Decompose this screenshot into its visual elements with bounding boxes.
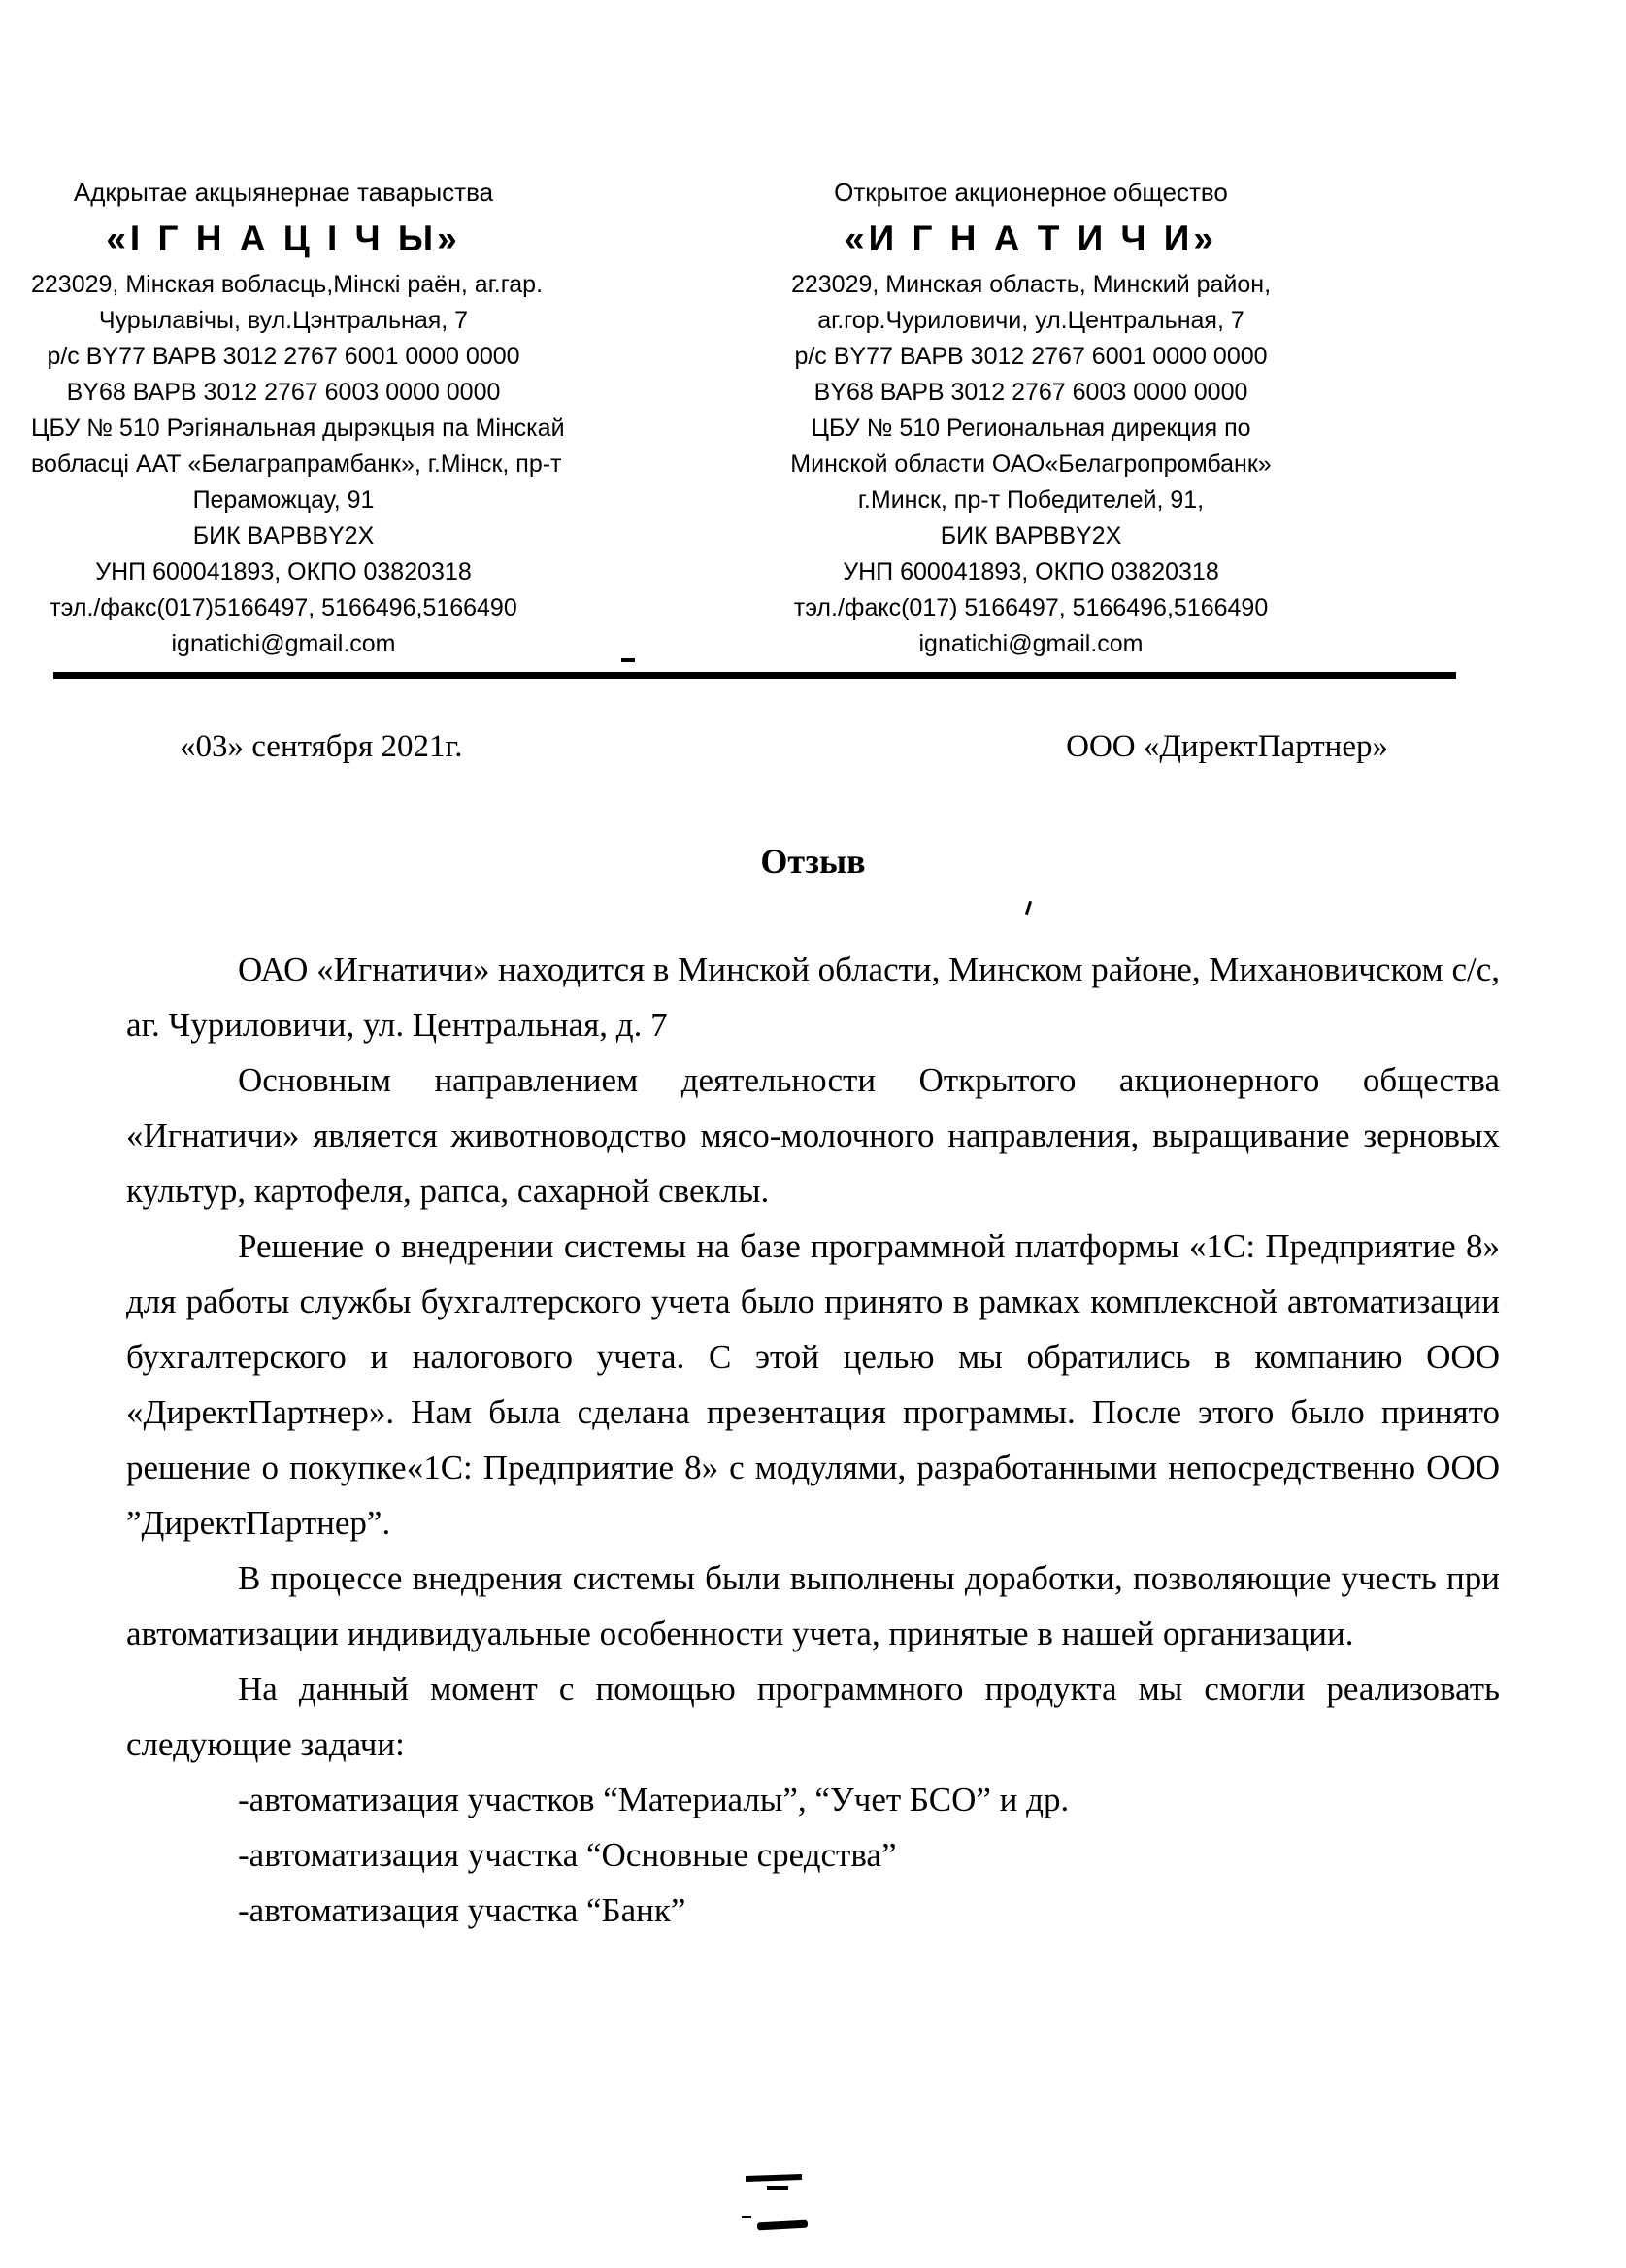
address-line: аг.гор.Чуриловичи, ул.Центральная, 7 [817, 307, 1244, 334]
letterhead-russian-column [730, 175, 1332, 662]
paragraph-location: ОАО «Игнатичи» находится в Минской области, Минском районе, Михановичском с/с, аг. Чуриловичи, ул. Центральная, д. 7 [126, 951, 1500, 1044]
list-item: -автоматизация участка “Основные средства” [238, 1836, 897, 1874]
bank-account-line: BY68 ВАРВ 3012 2767 6003 0000 0000 [813, 379, 1248, 406]
recipient-name: ООО «ДиректПартнер» [1066, 729, 1388, 764]
org-type-label: Адкрытае акцыянернае таварыства [73, 178, 494, 207]
letterhead-divider-rule [53, 672, 1456, 679]
org-type-label: Открытое акционерное общество [834, 178, 1228, 207]
bank-branch-line: ЦБУ № 510 Рэгіянальная дырэкцыя па Мінскай [31, 415, 565, 442]
date-recipient-row [180, 729, 1388, 765]
scan-artifact [746, 2174, 802, 2182]
scan-artifact [742, 2216, 751, 2218]
bank-branch-line: Пераможцау, 91 [192, 486, 375, 514]
document-date: «03» сентября 2021г. [180, 729, 463, 764]
list-item: -автоматизация участков “Материалы”, “Учет БСО” и др. [238, 1781, 1070, 1818]
bank-branch-line: Минской области ОАО«Белагропромбанк» [790, 450, 1272, 478]
phone-line: тэл./факс(017) 5166497, 5166496,5166490 [793, 594, 1269, 621]
task-list [126, 1772, 1500, 1938]
address-line: 223029, Минская область, Минский район, [790, 271, 1272, 298]
scan-artifact [767, 2186, 788, 2190]
phone-line: тэл./факс(017)5166497, 5166496,5166490 [50, 594, 517, 621]
bank-account-line: р/с BY77 ВАРВ 3012 2767 6001 0000 0000 [47, 343, 520, 370]
org-name: «І Г Н А Ц І Ч Ы» [106, 218, 461, 258]
bank-account-line: BY68 ВАРВ 3012 2767 6003 0000 0000 [66, 379, 501, 406]
bank-account-line: р/с BY77 ВАРВ 3012 2767 6001 0000 0000 [794, 343, 1268, 370]
paragraph-implementation: В процессе внедрения системы были выполнены доработки, позволяющие учесть при автоматизации индивидуальные особенности учета, принятые в нашей организации. [126, 1559, 1500, 1652]
unp-okpo-line: УНП 600041893, ОКПО 03820318 [843, 558, 1219, 585]
scan-artifact [1025, 901, 1032, 915]
scan-artifact [621, 658, 635, 662]
bank-branch-line: вобласці ААТ «Белаграпрамбанк», г.Мінск, пр-т [31, 450, 562, 478]
letterhead [0, 0, 1626, 662]
paragraph-decision: Решение о внедрении системы на базе программной платформы «1С: Предприятие 8» для работы службы бухгалтерского учета было принято в рамках комплексной автоматизации бухгалтерского и налогового учета. С этой целью мы обратились в компанию ООО «ДиректПартнер». Нам была сделана презентация программы. После этого было принято решение о покупке«1С: Предприятие 8» с модулями, разработанными непосредственно ООО ”ДиректПартнер”. [126, 1227, 1500, 1542]
bik-line: БИК BAPBBY2X [940, 522, 1122, 550]
letterhead-belarusian-column [31, 175, 565, 662]
unp-okpo-line: УНП 600041893, ОКПО 03820318 [95, 558, 472, 585]
list-item: -автоматизация участка “Банк” [238, 1891, 686, 1929]
address-line: Чурылавічы, вул.Цэнтральная, 7 [98, 307, 469, 334]
bank-branch-line: г.Минск, пр-т Победителей, 91, [857, 486, 1205, 514]
paragraph-activity: Основным направлением деятельности Открытого акционерного общества «Игнатичи» является животноводство мясо-молочного направления, выращивание зерновых культур, картофеля, рапса, сахарной свеклы. [126, 1061, 1500, 1210]
address-line: 223029, Мінская вобласць,Мінскі раён, аг.гар. [31, 271, 544, 298]
email-line: ignatichi@gmail.com [918, 630, 1144, 657]
bik-line: БИК BAPBBY2X [192, 522, 375, 550]
org-name: «И Г Н А Т И Ч И» [845, 218, 1217, 258]
paragraph-tasks-intro: На данный момент с помощью программного продукта мы смогли реализовать следующие задачи: [126, 1670, 1500, 1763]
document-body [126, 942, 1500, 1938]
document-title: Отзыв [760, 842, 866, 881]
email-line: ignatichi@gmail.com [171, 630, 396, 657]
scan-artifact [757, 2220, 808, 2231]
bank-branch-line: ЦБУ № 510 Региональная дирекция по [811, 415, 1251, 442]
